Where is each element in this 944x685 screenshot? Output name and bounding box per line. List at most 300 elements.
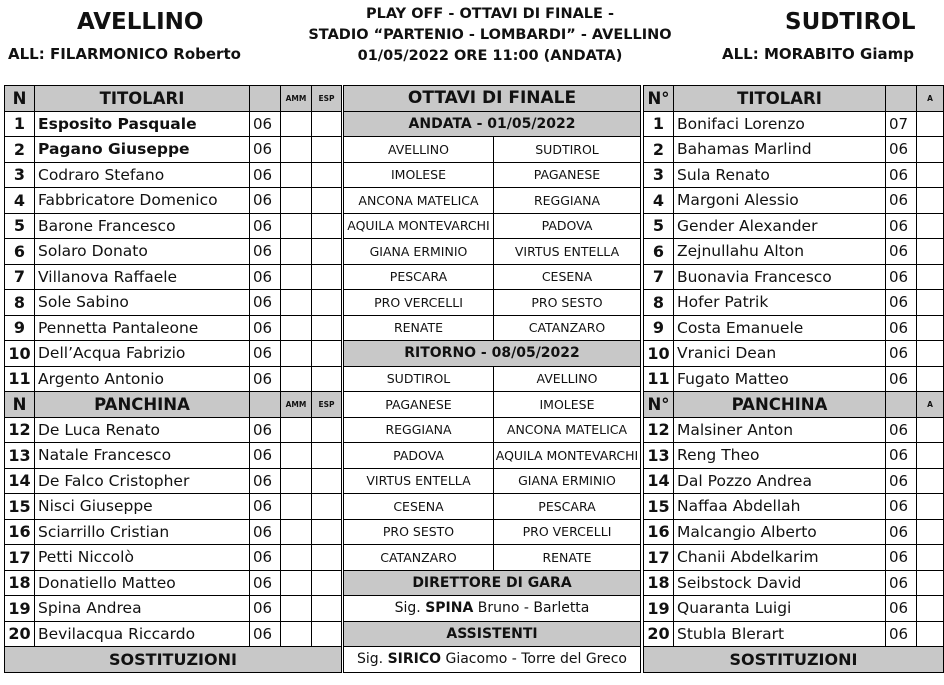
player-number: 17 (5, 545, 35, 571)
player-number: 10 (5, 341, 35, 367)
away-club: PESCARA (494, 494, 641, 520)
amm-cell (917, 519, 944, 545)
player-number: 15 (5, 494, 35, 520)
amm-cell (917, 315, 944, 341)
player-row (5, 137, 342, 163)
esp-cell (312, 417, 342, 443)
away-lineup-table (643, 85, 944, 673)
home-club: SUDTIROL (344, 366, 494, 392)
player-code: 06 (250, 621, 281, 647)
referee-title-row (344, 570, 641, 596)
esp-cell (312, 519, 342, 545)
fixture-row (344, 366, 641, 392)
col-amm-header: AMM (281, 86, 312, 112)
home-club: GIANA ERMINIO (344, 239, 494, 265)
away-club: PRO SESTO (494, 290, 641, 316)
fixture-row (344, 137, 641, 163)
player-name: Seibstock David (674, 570, 886, 596)
player-number: 2 (644, 137, 674, 163)
player-row (5, 341, 342, 367)
amm-cell (917, 290, 944, 316)
player-number: 9 (5, 315, 35, 341)
player-number: 2 (5, 137, 35, 163)
fixtures-table (343, 85, 641, 673)
assistant-prefix: Sig. (356, 651, 384, 668)
player-code: 06 (886, 137, 917, 163)
player-row (644, 341, 944, 367)
amm-cell (281, 239, 312, 265)
home-lineup-table (4, 85, 342, 673)
player-row (644, 137, 944, 163)
player-row (644, 596, 944, 622)
home-club: RENATE (344, 315, 494, 341)
away-subs-header (644, 647, 944, 673)
assistants-title-row (344, 621, 641, 647)
home-club: CATANZARO (344, 545, 494, 571)
player-row (644, 264, 944, 290)
player-name: Pagano Giuseppe (35, 137, 250, 163)
assistant-name (344, 647, 641, 673)
assistant-details: Giacomo - Torre del Greco (445, 651, 627, 668)
esp-cell (312, 545, 342, 571)
match-header-line3: 01/05/2022 ORE 11:00 (ANDATA) (357, 48, 623, 64)
col-amm-header: AMM (281, 392, 312, 418)
home-club: IMOLESE (344, 162, 494, 188)
amm-cell (917, 341, 944, 367)
fixture-row (344, 188, 641, 214)
col-age-header (886, 86, 917, 112)
away-club: AVELLINO (494, 366, 641, 392)
fixture-row (344, 519, 641, 545)
fixture-row (344, 417, 641, 443)
home-starters-header (5, 86, 342, 112)
player-code: 06 (886, 239, 917, 265)
player-row (5, 545, 342, 571)
away-coach: ALL: MORABITO Giamp (722, 45, 914, 63)
amm-cell (917, 137, 944, 163)
player-code: 06 (886, 366, 917, 392)
player-name: Solaro Donato (35, 239, 250, 265)
amm-cell (281, 596, 312, 622)
esp-cell (312, 188, 342, 214)
player-code: 06 (250, 137, 281, 163)
player-name: Stubla Blerart (674, 621, 886, 647)
player-name: Esposito Pasquale (35, 111, 250, 137)
player-number: 14 (5, 468, 35, 494)
amm-cell (281, 315, 312, 341)
player-number: 5 (5, 213, 35, 239)
home-club: AVELLINO (344, 137, 494, 163)
player-name: Naffaa Abdellah (674, 494, 886, 520)
player-code: 06 (250, 596, 281, 622)
esp-cell (312, 264, 342, 290)
fixture-row (344, 162, 641, 188)
amm-cell (917, 239, 944, 265)
home-club: PESCARA (344, 264, 494, 290)
away-club: RENATE (494, 545, 641, 571)
amm-cell (281, 366, 312, 392)
player-name: Fugato Matteo (674, 366, 886, 392)
player-number: 12 (5, 417, 35, 443)
player-row (644, 366, 944, 392)
player-row (644, 570, 944, 596)
match-header-line2: STADIO “PARTENIO - LOMBARDI” - AVELLINO (308, 27, 672, 43)
player-name: Gender Alexander (674, 213, 886, 239)
player-name: Barone Francesco (35, 213, 250, 239)
player-row (5, 570, 342, 596)
player-code: 06 (250, 519, 281, 545)
player-code: 06 (886, 315, 917, 341)
home-club: CESENA (344, 494, 494, 520)
player-number: 5 (644, 213, 674, 239)
player-number: 20 (644, 621, 674, 647)
away-club: GIANA ERMINIO (494, 468, 641, 494)
amm-cell (281, 494, 312, 520)
player-number: 12 (644, 417, 674, 443)
amm-cell (281, 162, 312, 188)
match-header (300, 4, 680, 67)
player-number: 10 (644, 341, 674, 367)
player-name: Villanova Raffaele (35, 264, 250, 290)
player-row (644, 213, 944, 239)
player-row (5, 188, 342, 214)
amm-cell (281, 545, 312, 571)
player-number: 8 (644, 290, 674, 316)
away-club: SUDTIROL (494, 137, 641, 163)
player-code: 06 (886, 162, 917, 188)
player-name: Margoni Alessio (674, 188, 886, 214)
amm-cell (281, 290, 312, 316)
col-age-header (250, 86, 281, 112)
fixtures-title: OTTAVI DI FINALE (344, 86, 641, 112)
player-row (644, 417, 944, 443)
player-name: Bonifaci Lorenzo (674, 111, 886, 137)
player-number: 1 (644, 111, 674, 137)
player-code: 06 (886, 213, 917, 239)
col-age-header (886, 392, 917, 418)
amm-cell (281, 570, 312, 596)
home-club: PRO VERCELLI (344, 290, 494, 316)
player-number: 4 (5, 188, 35, 214)
esp-cell (312, 341, 342, 367)
amm-cell (281, 264, 312, 290)
amm-cell (917, 188, 944, 214)
home-club: PADOVA (344, 443, 494, 469)
amm-cell (281, 417, 312, 443)
amm-cell (917, 596, 944, 622)
amm-cell (917, 494, 944, 520)
player-row (644, 290, 944, 316)
amm-cell (917, 621, 944, 647)
player-code: 06 (250, 162, 281, 188)
esp-cell (312, 290, 342, 316)
esp-cell (312, 621, 342, 647)
player-number: 15 (644, 494, 674, 520)
amm-cell (281, 519, 312, 545)
player-name: Bahamas Marlind (674, 137, 886, 163)
referee-prefix: Sig. (394, 600, 421, 617)
home-club: AQUILA MONTEVARCHI (344, 213, 494, 239)
player-name: De Luca Renato (35, 417, 250, 443)
player-name: Codraro Stefano (35, 162, 250, 188)
amm-cell (281, 443, 312, 469)
player-number: 13 (644, 443, 674, 469)
fixture-row (344, 494, 641, 520)
player-number: 13 (5, 443, 35, 469)
player-number: 11 (644, 366, 674, 392)
home-team-name: AVELLINO (77, 9, 204, 35)
away-club: IMOLESE (494, 392, 641, 418)
amm-cell (281, 213, 312, 239)
player-code: 06 (250, 239, 281, 265)
bench-title: PANCHINA (35, 392, 250, 418)
player-number: 18 (644, 570, 674, 596)
referee-details: Bruno - Barletta (477, 600, 590, 617)
player-code: 06 (250, 290, 281, 316)
esp-cell (312, 213, 342, 239)
player-row (5, 468, 342, 494)
andata-title-row (344, 111, 641, 137)
player-row (644, 111, 944, 137)
player-name: Donatiello Matteo (35, 570, 250, 596)
bench-title: PANCHINA (674, 392, 886, 418)
player-row (5, 366, 342, 392)
amm-cell (917, 570, 944, 596)
player-code: 06 (886, 290, 917, 316)
player-name: Natale Francesco (35, 443, 250, 469)
player-row (5, 519, 342, 545)
amm-cell (281, 468, 312, 494)
player-code: 06 (886, 443, 917, 469)
andata-title: ANDATA - 01/05/2022 (344, 111, 641, 137)
player-row (644, 545, 944, 571)
esp-cell (312, 111, 342, 137)
esp-cell (312, 137, 342, 163)
player-number: 19 (5, 596, 35, 622)
player-row (644, 188, 944, 214)
player-code: 06 (886, 570, 917, 596)
away-club: CESENA (494, 264, 641, 290)
fixture-row (344, 315, 641, 341)
col-esp-header: ESP (312, 392, 342, 418)
col-number-header: N (5, 392, 35, 418)
player-row (644, 519, 944, 545)
amm-cell (917, 443, 944, 469)
referee-surname: SPINA (425, 600, 474, 617)
away-club: REGGIANA (494, 188, 641, 214)
player-code: 06 (250, 366, 281, 392)
player-row (5, 494, 342, 520)
fixture-row (344, 468, 641, 494)
home-club: PRO SESTO (344, 519, 494, 545)
player-code: 06 (250, 341, 281, 367)
amm-cell (917, 264, 944, 290)
starters-title: TITOLARI (35, 86, 250, 112)
player-row (5, 213, 342, 239)
fixture-row (344, 213, 641, 239)
away-club: AQUILA MONTEVARCHI (494, 443, 641, 469)
fixture-row (344, 290, 641, 316)
player-row (5, 264, 342, 290)
player-code: 06 (250, 443, 281, 469)
esp-cell (312, 570, 342, 596)
esp-cell (312, 596, 342, 622)
player-number: 3 (5, 162, 35, 188)
player-row (5, 239, 342, 265)
player-number: 3 (644, 162, 674, 188)
player-row (5, 417, 342, 443)
home-subs-header (5, 647, 342, 673)
player-code: 06 (250, 213, 281, 239)
player-number: 17 (644, 545, 674, 571)
player-row (644, 315, 944, 341)
player-name: Malcangio Alberto (674, 519, 886, 545)
col-esp-header: ESP (312, 86, 342, 112)
amm-cell (917, 417, 944, 443)
player-name: Sula Renato (674, 162, 886, 188)
player-name: Zejnullahu Alton (674, 239, 886, 265)
col-age-header (250, 392, 281, 418)
player-row (5, 162, 342, 188)
player-code: 06 (250, 315, 281, 341)
player-row (644, 239, 944, 265)
away-club: PAGANESE (494, 162, 641, 188)
amm-cell (281, 188, 312, 214)
esp-cell (312, 468, 342, 494)
substitutions-title: SOSTITUZIONI (644, 647, 944, 673)
player-number: 8 (5, 290, 35, 316)
esp-cell (312, 443, 342, 469)
fixture-row (344, 392, 641, 418)
player-code: 07 (886, 111, 917, 137)
player-name: Vranici Dean (674, 341, 886, 367)
player-row (5, 315, 342, 341)
player-code: 06 (886, 264, 917, 290)
player-row (644, 443, 944, 469)
amm-cell (917, 468, 944, 494)
away-club: PADOVA (494, 213, 641, 239)
player-name: Quaranta Luigi (674, 596, 886, 622)
player-name: Costa Emanuele (674, 315, 886, 341)
player-row (644, 162, 944, 188)
home-bench-header (5, 392, 342, 418)
player-code: 06 (250, 417, 281, 443)
player-number: 1 (5, 111, 35, 137)
player-code: 06 (250, 494, 281, 520)
referee-name-row (344, 596, 641, 622)
player-number: 19 (644, 596, 674, 622)
player-name: Hofer Patrik (674, 290, 886, 316)
away-bench-header (644, 392, 944, 418)
player-name: Buonavia Francesco (674, 264, 886, 290)
fixtures-title-row (344, 86, 641, 112)
player-number: 9 (644, 315, 674, 341)
player-row (5, 111, 342, 137)
player-code: 06 (886, 621, 917, 647)
referee-title: DIRETTORE DI GARA (344, 570, 641, 596)
player-name: Malsiner Anton (674, 417, 886, 443)
player-code: 06 (250, 468, 281, 494)
home-club: PAGANESE (344, 392, 494, 418)
player-number: 16 (5, 519, 35, 545)
away-club: PRO VERCELLI (494, 519, 641, 545)
away-starters-header (644, 86, 944, 112)
player-code: 06 (886, 545, 917, 571)
player-code: 06 (886, 417, 917, 443)
player-row (5, 621, 342, 647)
amm-cell (281, 137, 312, 163)
player-name: Spina Andrea (35, 596, 250, 622)
fixture-row (344, 239, 641, 265)
assistants-title: ASSISTENTI (344, 621, 641, 647)
player-number: 6 (644, 239, 674, 265)
player-number: 18 (5, 570, 35, 596)
player-code: 06 (250, 545, 281, 571)
ritorno-title-row (344, 341, 641, 367)
player-code: 06 (886, 188, 917, 214)
away-team-name: SUDTIROL (785, 9, 916, 35)
assistant-name-row (344, 647, 641, 673)
esp-cell (312, 494, 342, 520)
esp-cell (312, 162, 342, 188)
player-number: 16 (644, 519, 674, 545)
col-amm-header: A (917, 392, 944, 418)
amm-cell (917, 111, 944, 137)
away-club: CATANZARO (494, 315, 641, 341)
player-code: 06 (886, 468, 917, 494)
player-code: 06 (250, 570, 281, 596)
player-row (5, 443, 342, 469)
player-name: Reng Theo (674, 443, 886, 469)
assistant-surname: SIRICO (387, 651, 442, 668)
away-club: ANCONA MATELICA (494, 417, 641, 443)
player-row (644, 621, 944, 647)
amm-cell (917, 545, 944, 571)
col-number-header: N° (644, 392, 674, 418)
col-amm-header: A (917, 86, 944, 112)
player-row (644, 468, 944, 494)
starters-title: TITOLARI (674, 86, 886, 112)
player-code: 06 (886, 519, 917, 545)
home-club: VIRTUS ENTELLA (344, 468, 494, 494)
amm-cell (281, 341, 312, 367)
player-code: 06 (886, 494, 917, 520)
player-name: Argento Antonio (35, 366, 250, 392)
player-name: Bevilacqua Riccardo (35, 621, 250, 647)
player-code: 06 (250, 188, 281, 214)
player-row (5, 596, 342, 622)
amm-cell (281, 621, 312, 647)
player-code: 06 (886, 596, 917, 622)
referee-name (344, 596, 641, 622)
match-header-line1: PLAY OFF - OTTAVI DI FINALE - (365, 6, 615, 22)
player-name: Dell’Acqua Fabrizio (35, 341, 250, 367)
amm-cell (917, 213, 944, 239)
player-code: 06 (886, 341, 917, 367)
player-row (644, 494, 944, 520)
player-name: Pennetta Pantaleone (35, 315, 250, 341)
player-name: De Falco Cristopher (35, 468, 250, 494)
home-coach: ALL: FILARMONICO Roberto (8, 45, 241, 63)
ritorno-title: RITORNO - 08/05/2022 (344, 341, 641, 367)
player-code: 06 (250, 111, 281, 137)
player-number: 11 (5, 366, 35, 392)
player-number: 6 (5, 239, 35, 265)
player-code: 06 (250, 264, 281, 290)
player-name: Fabbricatore Domenico (35, 188, 250, 214)
amm-cell (281, 111, 312, 137)
player-name: Dal Pozzo Andrea (674, 468, 886, 494)
